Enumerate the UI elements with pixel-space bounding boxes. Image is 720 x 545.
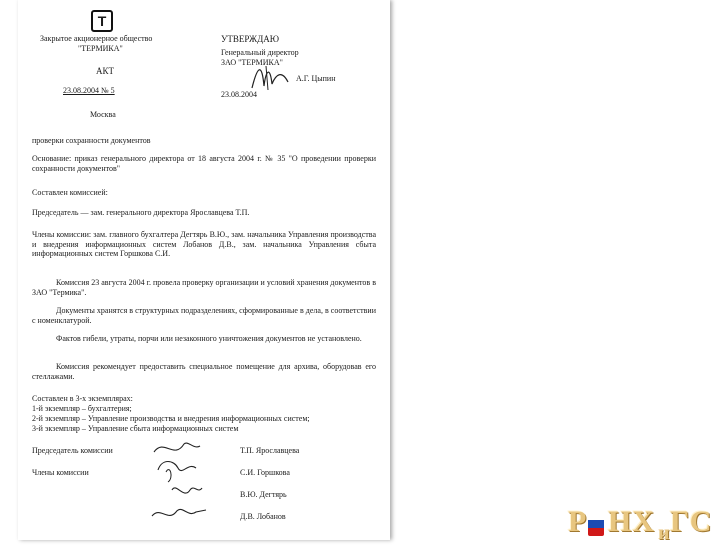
signatory-name-2: С.И. Горшкова [240,468,290,477]
company-logo: Т [91,10,113,32]
signatory-name-1: Т.П. Ярославцева [240,446,300,455]
paragraph-inspection: Комиссия 23 августа 2004 г. провела проверку организации и условий хранения документов в ЗАО "Термика". [32,278,376,297]
approve-title: УТВЕРЖДАЮ [221,34,280,44]
approve-position: Генеральный директор [221,48,299,57]
copy-line-3: 3-й экземпляр – Управление сбыта информационных систем [32,424,239,433]
copies-heading: Составлен в 3-х экземплярах: [32,394,133,403]
signatory-name-4: Д.В. Лобанов [240,512,286,521]
act-date-number: 23.08.2004 № 5 [63,86,115,95]
director-signature [248,60,292,94]
commission-members: Члены комиссии: зам. главного бухгалтера Дегтярь В.Ю., зам. начальника Управления производства и внедрения информационных систем Лобанов Д.В., зам. начальника Управления сбыта информационных систем Горшкова С.И. [32,230,376,259]
commission-chair: Председатель — зам. генерального директора Ярославцева Т.П. [32,208,250,217]
city: Москва [90,110,116,119]
approve-date: 23.08.2004 [221,90,257,99]
commission-composed: Составлен комиссией: [32,188,108,197]
approve-company: ЗАО "ТЕРМИКА" [221,58,283,67]
paragraph-storage: Документы хранятся в структурных подразделениях, сформированные в дела, в соответствии с номенклатурой. [32,306,376,325]
russian-flag-icon [588,512,604,536]
paragraph-recommendation: Комиссия рекомендует предоставить специальное помещение для архива, оборудовав его стеллажами. [32,362,376,381]
org-name-line2: "ТЕРМИКА" [78,44,123,53]
members-signature-label: Члены комиссии [32,468,89,477]
scanned-document [18,0,390,540]
copy-line-1: 1-й экземпляр – бухгалтерия; [32,404,132,413]
chair-signature-label: Председатель комиссии [32,446,113,455]
commission-signatures [144,438,224,528]
copy-line-2: 2-й экземпляр – Управление производства и внедрения информационных систем; [32,414,310,423]
act-subject: проверки сохранности документов [32,136,151,145]
paragraph-no-loss: Фактов гибели, утраты, порчи или незаконного уничтожения документов не установлено. [56,334,362,343]
signatory-name-3: В.Ю. Дегтярь [240,490,287,499]
act-title: АКТ [96,66,114,76]
ranepa-logo: Р НХ и ГС [568,505,713,544]
approve-name: А.Г. Цыпин [296,74,336,83]
act-basis: Основание: приказ генерального директора от 18 августа 2004 г. № 35 "О проведении проверки сохранности документов" [32,154,376,173]
org-name-line1: Закрытое акционерное общество [40,34,153,43]
